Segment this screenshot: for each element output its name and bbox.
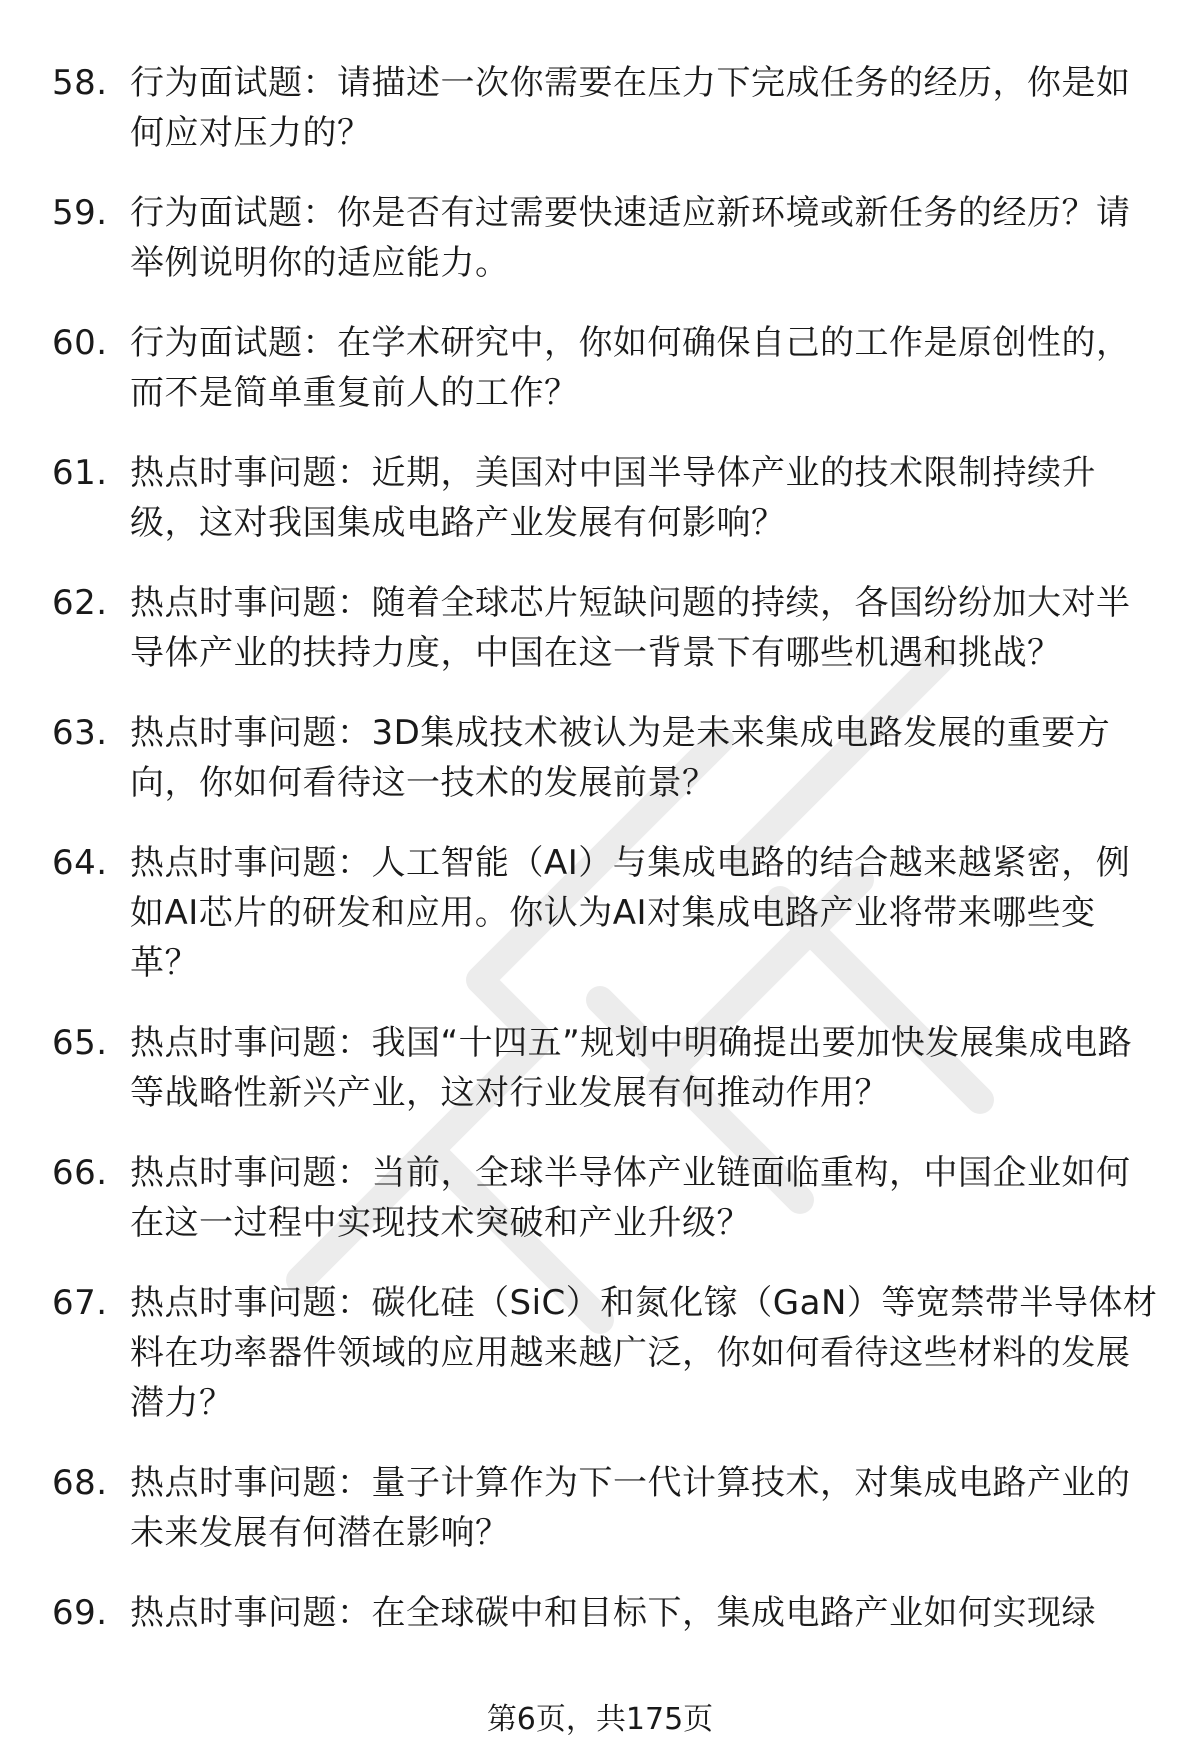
question-text: 热点时事问题：量子计算作为下一代计算技术，对集成电路产业的未来发展有何潜在影响？: [130, 1463, 1131, 1553]
page-footer: [0, 1700, 1200, 1740]
question-text: 热点时事问题：随着全球芯片短缺问题的持续，各国纷纷加大对半导体产业的扶持力度，中国在这一背景下有哪些机遇和挑战？: [130, 583, 1131, 673]
list-item: [52, 1458, 1162, 1558]
question-number: 61.: [52, 453, 108, 493]
list-item: [52, 318, 1162, 418]
list-item: [52, 1018, 1162, 1118]
question-number: 68.: [52, 1463, 108, 1503]
question-number: 66.: [52, 1153, 108, 1193]
question-text: 热点时事问题：碳化硅（SiC）和氮化镓（GaN）等宽禁带半导体材料在功率器件领域的应用越来越广泛，你如何看待这些材料的发展潜力？: [130, 1283, 1158, 1423]
question-number: 62.: [52, 583, 108, 623]
list-item: [52, 1148, 1162, 1248]
question-list: [52, 58, 1162, 1668]
question-text: 热点时事问题：3D集成技术被认为是未来集成电路发展的重要方向，你如何看待这一技术的发展前景？: [130, 713, 1111, 803]
list-item: [52, 1278, 1162, 1428]
list-item: [52, 188, 1162, 288]
question-text: 热点时事问题：人工智能（AI）与集成电路的结合越来越紧密，例如AI芯片的研发和应用。你认为AI对集成电路产业将带来哪些变革？: [130, 843, 1131, 983]
question-text: 行为面试题：在学术研究中，你如何确保自己的工作是原创性的，而不是简单重复前人的工作？: [130, 323, 1131, 413]
question-text: 热点时事问题：近期，美国对中国半导体产业的技术限制持续升级，这对我国集成电路产业发展有何影响？: [130, 453, 1096, 543]
question-number: 59.: [52, 193, 108, 233]
question-number: 63.: [52, 713, 108, 753]
question-number: 60.: [52, 323, 108, 363]
question-text: 热点时事问题：在全球碳中和目标下，集成电路产业如何实现绿: [130, 1593, 1096, 1633]
list-item: [52, 838, 1162, 988]
question-number: 65.: [52, 1023, 108, 1063]
question-number: 67.: [52, 1283, 108, 1323]
question-text: 热点时事问题：我国“十四五”规划中明确提出要加快发展集成电路等战略性新兴产业，这对行业发展有何推动作用？: [130, 1023, 1133, 1113]
list-item: [52, 1588, 1162, 1638]
question-text: 热点时事问题：当前，全球半导体产业链面临重构，中国企业如何在这一过程中实现技术突破和产业升级？: [130, 1153, 1131, 1243]
list-item: [52, 578, 1162, 678]
question-number: 69.: [52, 1593, 108, 1633]
list-item: [52, 58, 1162, 158]
list-item: [52, 448, 1162, 548]
question-number: 64.: [52, 843, 108, 883]
question-text: 行为面试题：请描述一次你需要在压力下完成任务的经历，你是如何应对压力的？: [130, 63, 1131, 153]
list-item: [52, 708, 1162, 808]
question-number: 58.: [52, 63, 108, 103]
page-number-label: 第6页，共175页: [486, 1702, 714, 1737]
question-text: 行为面试题：你是否有过需要快速适应新环境或新任务的经历？请举例说明你的适应能力。: [130, 193, 1131, 283]
